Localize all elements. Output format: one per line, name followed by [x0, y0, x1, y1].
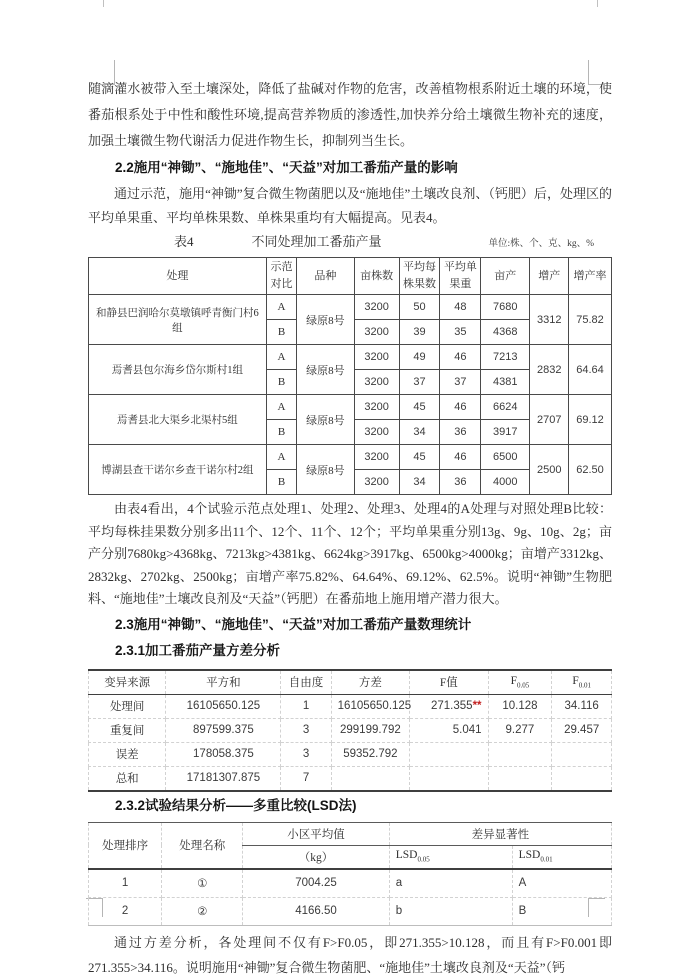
increase-cell: 2707	[530, 395, 569, 445]
source-cell: 重复间	[89, 718, 166, 742]
ms-cell: 59352.792	[331, 742, 409, 766]
fruits-cell: 49	[399, 345, 440, 370]
col-header-variance: 方差	[331, 670, 409, 695]
header-line: 株果数	[403, 278, 437, 290]
col-header-variation-source: 变异来源	[89, 670, 166, 695]
weight-cell: 36	[440, 470, 481, 495]
df-cell: 1	[281, 694, 331, 718]
plants-cell: 3200	[354, 295, 399, 320]
col-header-mean-unit: （kg）	[243, 845, 389, 869]
treatment-name-cell: ②	[162, 897, 243, 925]
table4-caption	[88, 231, 612, 255]
fruits-cell: 50	[399, 295, 440, 320]
f01-cell	[552, 742, 612, 766]
location-cell: 博湖县查干诺尔乡查干诺尔村2组	[89, 445, 267, 495]
table-row	[89, 766, 612, 791]
weight-cell: 35	[440, 320, 481, 345]
location-cell: 焉耆县包尔海乡岱尔斯村1组	[89, 345, 267, 395]
fruits-cell: 45	[399, 445, 440, 470]
yield-cell: 3917	[481, 420, 530, 445]
fruits-cell: 34	[399, 420, 440, 445]
col-header-lsd-001	[512, 845, 611, 869]
col-header-plot-mean: 小区平均值	[243, 822, 389, 845]
treatment-label-cell: B	[266, 470, 296, 495]
location-cell: 焉耆县北大渠乡北渠村5组	[89, 395, 267, 445]
paragraph-table4-analysis: 由表4看出，4个试验示范点处理1、处理2、处理3、处理4的A处理与对照处理B比较：平均每株挂果数分别多出11个、12个、11个、12个；平均单果重分别13g、9g、10g、2g；亩产分别7680kg>4368kg、7213kg>4381kg、6624kg>3917kg、6500kg>4000kg；亩增产3312kg、2832kg、2702kg、2500kg；亩增产率75.82%、64.64%、69.12%、62.5%。说明“神锄”生物肥料、“施地佳”土壤改良剂及“天益”（钙肥）在番茄地上施用增产潜力很大。	[88, 501, 612, 606]
ss-cell: 16105650.125	[166, 694, 281, 718]
df-cell: 3	[281, 718, 331, 742]
f-cell	[410, 766, 488, 791]
table-row	[89, 295, 612, 320]
lsd-subscript: 0.01	[540, 855, 553, 864]
f-subscript: 0.01	[578, 681, 591, 690]
plants-cell: 3200	[354, 370, 399, 395]
paragraph-soil-effect: 随滴灌水被带入至土壤深处，降低了盐碱对作物的危害，改善植物根系附近土壤的环境，使番茄根系处于中性和酸性环境,提高营养物质的渗透性,加快养分给土壤微生物补充的速度，加强土壤微生物代谢活力促进作物生长，抑制列当生长。	[88, 81, 612, 148]
page-top-tick-left	[103, 0, 104, 7]
yield-cell: 4381	[481, 370, 530, 395]
table4-caption-label: 表4	[174, 234, 194, 249]
weight-cell: 37	[440, 370, 481, 395]
table-row	[89, 694, 612, 718]
treatment-label-cell: B	[266, 320, 296, 345]
f-value: 271.355	[431, 700, 473, 712]
header-line: 果重	[449, 278, 472, 290]
table-row	[89, 345, 612, 370]
plants-cell: 3200	[354, 320, 399, 345]
page-content	[88, 76, 612, 979]
location-cell: 和静县巴润哈尔莫墩镇呼青衡门村6组	[89, 295, 267, 345]
f05-cell: 9.277	[488, 718, 552, 742]
weight-cell: 46	[440, 395, 481, 420]
paragraph-conclusion: 通过方差分析，各处理间不仅有F>F0.05，即271.355>10.128，而且有F>F0.001即271.355>34.116。说明施用“神锄”复合微生物菌肥、“施地佳”土壤改良剂及“天益”（钙	[88, 934, 612, 975]
yield-cell: 6500	[481, 445, 530, 470]
heading-section-2-3-2: 2.3.2试验结果分析——多重比较(LSD法)	[115, 797, 357, 813]
df-cell: 7	[281, 766, 331, 791]
ss-cell: 897599.375	[166, 718, 281, 742]
fruits-cell: 45	[399, 395, 440, 420]
table-row	[89, 395, 612, 420]
col-header-fruit-weight	[440, 258, 481, 295]
col-header-sum-of-squares: 平方和	[166, 670, 281, 695]
variety-cell: 绿原8号	[297, 445, 355, 495]
f05-cell	[488, 742, 552, 766]
increase-cell: 2832	[530, 345, 569, 395]
mean-cell: 7004.25	[243, 869, 389, 898]
rate-cell: 64.64	[569, 345, 612, 395]
rate-cell: 75.82	[569, 295, 612, 345]
ms-cell: 16105650.125	[331, 694, 409, 718]
df-cell: 3	[281, 742, 331, 766]
yield-cell: 6624	[481, 395, 530, 420]
col-header-degrees-of-freedom: 自由度	[281, 670, 331, 695]
table-row	[89, 742, 612, 766]
f-cell	[410, 742, 488, 766]
yield-cell: 4000	[481, 470, 530, 495]
rate-cell: 62.50	[569, 445, 612, 495]
f-value: 5.041	[452, 724, 482, 736]
col-header-f-value: F值	[410, 670, 488, 695]
f-cell	[410, 718, 488, 742]
ss-cell: 17181307.875	[166, 766, 281, 791]
sig-005-cell: b	[389, 897, 512, 925]
mean-cell: 4166.50	[243, 897, 389, 925]
col-header-fruits-per-plant	[399, 258, 440, 295]
table4-caption-title: 不同处理加工番茄产量	[251, 234, 382, 249]
f01-cell	[552, 766, 612, 791]
treatment-name-cell: ①	[162, 869, 243, 898]
plants-cell: 3200	[354, 445, 399, 470]
treatment-label-cell: B	[266, 370, 296, 395]
significance-asterisks: **	[472, 700, 482, 712]
col-header-treatment-rank: 处理排序	[89, 822, 162, 869]
treatment-label-cell: A	[266, 345, 296, 370]
ms-cell: 299199.792	[331, 718, 409, 742]
col-header-plants-per-mu: 亩株数	[354, 258, 399, 295]
variety-cell: 绿原8号	[297, 295, 355, 345]
treatment-label-cell: B	[266, 420, 296, 445]
sig-001-cell: B	[512, 897, 611, 925]
source-cell: 误差	[89, 742, 166, 766]
rank-cell: 1	[89, 869, 162, 898]
f05-cell: 10.128	[488, 694, 552, 718]
ss-cell: 178058.375	[166, 742, 281, 766]
anova-table	[88, 669, 612, 792]
source-cell: 处理间	[89, 694, 166, 718]
f01-cell: 29.457	[552, 718, 612, 742]
sig-005-cell: a	[389, 869, 512, 898]
header-line: 平均单	[443, 261, 477, 273]
plants-cell: 3200	[354, 470, 399, 495]
increase-cell: 3312	[530, 295, 569, 345]
treatment-label-cell: A	[266, 395, 296, 420]
f-base: F	[572, 674, 579, 687]
weight-cell: 36	[440, 420, 481, 445]
heading-section-2-3: 2.3施用“神锄”、“施地佳”、“天益”对加工番茄产量数理统计	[115, 616, 472, 632]
heading-section-2-3-1: 2.3.1加工番茄产量方差分析	[115, 642, 281, 658]
table-row	[89, 897, 612, 925]
lsd-comparison-table	[88, 822, 612, 926]
ms-cell	[331, 766, 409, 791]
f-base: F	[510, 674, 517, 687]
col-header-f-005	[488, 670, 552, 695]
col-header-variety: 品种	[297, 258, 355, 295]
anova-header-row	[89, 670, 612, 695]
f01-cell: 34.116	[552, 694, 612, 718]
lsd-base: LSD	[395, 849, 418, 862]
page-top-tick-right	[597, 0, 598, 7]
table-row	[89, 718, 612, 742]
fruits-cell: 39	[399, 320, 440, 345]
sig-001-cell: A	[512, 869, 611, 898]
f-subscript: 0.05	[517, 681, 530, 690]
col-header-increase: 增产	[530, 258, 569, 295]
header-line: 示范	[270, 261, 293, 273]
plants-cell: 3200	[354, 345, 399, 370]
plants-cell: 3200	[354, 420, 399, 445]
table-row	[89, 869, 612, 898]
col-header-yield-per-mu: 亩产	[481, 258, 530, 295]
table4-header-row	[89, 258, 612, 295]
plants-cell: 3200	[354, 395, 399, 420]
weight-cell: 46	[440, 345, 481, 370]
f-cell	[410, 694, 488, 718]
paragraph-demo-summary: 通过示范，施用“神锄”复合微生物菌肥以及“施地佳”土壤改良剂、（钙肥）后，处理区的平均单果重、平均单株果数、单株果重均有大幅提高。见表4。	[88, 186, 612, 225]
lsd-subscript: 0.05	[417, 855, 430, 864]
col-header-lsd-005	[389, 845, 512, 869]
fruits-cell: 37	[399, 370, 440, 395]
lsd-base: LSD	[518, 849, 541, 862]
table4-caption-unit: 单位:株、个、克、kg、%	[488, 239, 594, 249]
f05-cell	[488, 766, 552, 791]
col-header-f-001	[552, 670, 612, 695]
rate-cell: 69.12	[569, 395, 612, 445]
col-header-significance: 差异显著性	[389, 822, 611, 845]
col-header-increase-rate: 增产率	[569, 258, 612, 295]
weight-cell: 46	[440, 445, 481, 470]
yield-cell: 7680	[481, 295, 530, 320]
col-header-treatment: 处理	[89, 258, 267, 295]
header-line: 平均每	[403, 261, 437, 273]
col-header-demo-vs-control	[266, 258, 296, 295]
lsd-header-row-1	[89, 822, 612, 845]
heading-section-2-2: 2.2施用“神锄”、“施地佳”、“天益”对加工番茄产量的影响	[115, 160, 458, 175]
table4-tomato-yield	[88, 257, 612, 495]
yield-cell: 7213	[481, 345, 530, 370]
table-row	[89, 445, 612, 470]
weight-cell: 48	[440, 295, 481, 320]
header-line: 对比	[270, 278, 293, 290]
rank-cell: 2	[89, 897, 162, 925]
treatment-label-cell: A	[266, 445, 296, 470]
treatment-label-cell: A	[266, 295, 296, 320]
col-header-treatment-name: 处理名称	[162, 822, 243, 869]
variety-cell: 绿原8号	[297, 395, 355, 445]
variety-cell: 绿原8号	[297, 345, 355, 395]
yield-cell: 4368	[481, 320, 530, 345]
increase-cell: 2500	[530, 445, 569, 495]
fruits-cell: 34	[399, 470, 440, 495]
source-cell: 总和	[89, 766, 166, 791]
